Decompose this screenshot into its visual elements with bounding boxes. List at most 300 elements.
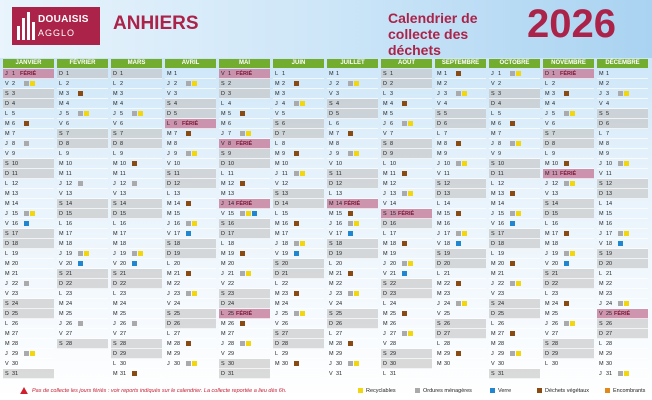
- day-row: [435, 119, 486, 129]
- day-row: [165, 119, 216, 129]
- collection-marker-icon: [186, 231, 191, 236]
- collection-markers: [24, 221, 30, 227]
- day-number: 17: [282, 231, 289, 237]
- day-row: [165, 159, 216, 169]
- day-number: 17: [606, 231, 613, 237]
- day-number: 20: [606, 261, 613, 267]
- day-number: 8: [606, 141, 610, 147]
- day-row: [57, 159, 108, 169]
- weekday-letter: V: [491, 151, 495, 157]
- weekday-letter: L: [545, 151, 549, 157]
- day-number: 2: [228, 81, 232, 87]
- day-row: [111, 139, 162, 149]
- day-row: [489, 89, 540, 99]
- day-number: 30: [12, 361, 19, 367]
- day-row: [111, 239, 162, 249]
- day-row: [273, 279, 324, 289]
- day-row: [543, 129, 594, 139]
- weekday-letter: D: [383, 361, 387, 367]
- weekday-letter: L: [113, 291, 117, 297]
- day-number: 10: [444, 161, 451, 167]
- collection-marker-icon: [456, 91, 461, 96]
- collection-markers: [24, 351, 36, 357]
- weekday-letter: J: [491, 211, 494, 217]
- weekday-letter: V: [221, 141, 225, 147]
- day-row: [57, 149, 108, 159]
- day-row: [435, 219, 486, 229]
- day-row: [489, 189, 540, 199]
- day-row: [111, 309, 162, 319]
- day-number: 19: [120, 251, 127, 257]
- day-row: [543, 109, 594, 119]
- collection-marker-icon: [294, 291, 299, 296]
- day-row: [111, 339, 162, 349]
- day-number: 16: [498, 221, 505, 227]
- legend-swatch-icon: [605, 388, 610, 393]
- day-number: 7: [390, 131, 394, 137]
- collection-markers: [348, 271, 354, 277]
- day-row: [219, 339, 270, 349]
- collection-marker-icon: [294, 241, 299, 246]
- day-number: 25: [12, 311, 19, 317]
- collection-marker-icon: [618, 371, 623, 376]
- weekday-letter: L: [599, 131, 603, 137]
- day-number: 14: [606, 201, 613, 207]
- day-number: 1: [498, 71, 502, 77]
- day-row: [489, 169, 540, 179]
- day-row: [597, 79, 648, 89]
- day-number: 24: [552, 301, 559, 307]
- weekday-letter: S: [545, 341, 549, 347]
- collection-marker-icon: [408, 121, 413, 126]
- day-number: 15: [606, 211, 613, 217]
- day-row: [3, 99, 54, 109]
- day-number: 21: [282, 271, 289, 277]
- collection-marker-icon: [402, 101, 407, 106]
- weekday-letter: D: [437, 261, 441, 267]
- weekday-letter: L: [545, 291, 549, 297]
- weekday-letter: D: [329, 181, 333, 187]
- day-row: [597, 229, 648, 239]
- collection-marker-icon: [456, 161, 461, 166]
- weekday-letter: D: [545, 281, 549, 287]
- day-number: 2: [282, 81, 286, 87]
- day-number: 19: [174, 251, 181, 257]
- collection-marker-icon: [570, 181, 575, 186]
- day-row: [597, 89, 648, 99]
- collection-marker-icon: [510, 261, 515, 266]
- collection-marker-icon: [462, 301, 467, 306]
- weekday-letter: S: [113, 201, 117, 207]
- day-number: 19: [498, 251, 505, 257]
- collection-marker-icon: [252, 211, 257, 216]
- day-row: [327, 349, 378, 359]
- day-number: 28: [336, 341, 343, 347]
- day-row: [435, 99, 486, 109]
- day-number: 6: [228, 121, 232, 127]
- day-row: [219, 109, 270, 119]
- month-column: [111, 59, 162, 379]
- day-row: [489, 179, 540, 189]
- day-number: 29: [606, 351, 613, 357]
- weekday-letter: M: [59, 241, 64, 247]
- weekday-letter: D: [491, 171, 495, 177]
- weekday-letter: V: [545, 331, 549, 337]
- collection-markers: [564, 91, 570, 97]
- collection-marker-icon: [564, 91, 569, 96]
- weekday-letter: J: [329, 81, 332, 87]
- day-number: 9: [228, 151, 232, 157]
- weekday-letter: M: [329, 71, 334, 77]
- day-number: 22: [498, 281, 505, 287]
- collection-marker-icon: [510, 211, 515, 216]
- day-row: [219, 179, 270, 189]
- collection-marker-icon: [240, 321, 245, 326]
- day-number: 3: [444, 91, 448, 97]
- day-number: 3: [120, 91, 124, 97]
- collection-markers: [564, 181, 576, 187]
- weekday-letter: D: [599, 121, 603, 127]
- legend-label: Encombrants: [613, 388, 646, 394]
- day-number: 2: [66, 81, 70, 87]
- day-number: 24: [120, 301, 127, 307]
- day-number: 25: [120, 311, 127, 317]
- day-row: [57, 209, 108, 219]
- day-row: [273, 289, 324, 299]
- day-row: [489, 239, 540, 249]
- day-row: [381, 299, 432, 309]
- weekday-letter: V: [275, 321, 279, 327]
- collection-marker-icon: [516, 71, 521, 76]
- weekday-letter: M: [491, 191, 496, 197]
- weekday-letter: M: [5, 271, 10, 277]
- collection-markers: [294, 151, 300, 157]
- day-row: [381, 339, 432, 349]
- day-number: 18: [66, 241, 73, 247]
- collection-markers: [348, 151, 360, 157]
- day-number: 16: [282, 221, 289, 227]
- day-row: [597, 259, 648, 269]
- weekday-letter: L: [275, 211, 279, 217]
- collection-markers: [78, 321, 84, 327]
- day-number: 16: [66, 221, 73, 227]
- holiday-label: FÉRIÉ: [614, 311, 631, 317]
- weekday-letter: S: [167, 101, 171, 107]
- collection-marker-icon: [570, 251, 575, 256]
- day-number: 21: [66, 271, 73, 277]
- weekday-letter: V: [113, 331, 117, 337]
- collection-marker-icon: [408, 191, 413, 196]
- collection-markers: [402, 311, 408, 317]
- day-number: 13: [390, 191, 397, 197]
- month-column: [57, 59, 108, 349]
- day-number: 11: [606, 171, 612, 177]
- weekday-letter: D: [167, 111, 171, 117]
- day-row: [165, 129, 216, 139]
- day-row: [57, 79, 108, 89]
- collection-markers: [618, 91, 630, 97]
- weekday-letter: M: [221, 111, 226, 117]
- weekday-letter: L: [437, 271, 441, 277]
- weekday-letter: J: [167, 291, 170, 297]
- collection-marker-icon: [348, 291, 353, 296]
- day-number: 25: [444, 311, 451, 317]
- day-row: [273, 169, 324, 179]
- weekday-letter: L: [437, 131, 441, 137]
- day-row: [3, 279, 54, 289]
- day-row: [273, 209, 324, 219]
- legend-label: Recyclables: [366, 388, 396, 394]
- weekday-letter: S: [113, 271, 117, 277]
- day-row: [273, 259, 324, 269]
- day-number: 22: [444, 281, 451, 287]
- day-number: 19: [390, 251, 397, 257]
- day-row: [543, 239, 594, 249]
- day-row: [327, 259, 378, 269]
- collection-marker-icon: [618, 301, 623, 306]
- day-row: [57, 269, 108, 279]
- day-row: [3, 199, 54, 209]
- weekday-letter: L: [545, 361, 549, 367]
- calendar-title: Calendrier de collecte des déchets: [388, 10, 478, 58]
- collection-marker-icon: [186, 201, 191, 206]
- day-row: [111, 229, 162, 239]
- weekday-letter: M: [167, 71, 172, 77]
- legend-label: Ordures ménagères: [423, 388, 472, 394]
- weekday-letter: S: [221, 221, 225, 227]
- day-row: [111, 169, 162, 179]
- collection-markers: [24, 121, 30, 127]
- day-number: 5: [120, 111, 124, 117]
- weekday-letter: M: [167, 341, 172, 347]
- day-number: 1: [228, 71, 232, 77]
- weekday-letter: V: [491, 361, 495, 367]
- day-row: [111, 119, 162, 129]
- weekday-letter: V: [5, 291, 9, 297]
- collection-marker-icon: [132, 371, 137, 376]
- collection-markers: [348, 131, 354, 137]
- day-row: [111, 109, 162, 119]
- weekday-letter: J: [437, 231, 440, 237]
- day-number: 10: [66, 161, 73, 167]
- weekday-letter: D: [113, 281, 117, 287]
- day-number: 14: [282, 201, 289, 207]
- collection-marker-icon: [456, 211, 461, 216]
- weekday-letter: J: [113, 251, 116, 257]
- collection-markers: [186, 221, 198, 227]
- collection-marker-icon: [402, 261, 407, 266]
- weekday-letter: S: [5, 91, 9, 97]
- day-row: [489, 99, 540, 109]
- day-row: [165, 319, 216, 329]
- day-number: 21: [498, 271, 505, 277]
- weekday-letter: J: [437, 161, 440, 167]
- day-row: [273, 239, 324, 249]
- day-row: [57, 89, 108, 99]
- day-row: [219, 349, 270, 359]
- weekday-letter: L: [221, 101, 225, 107]
- day-row: [489, 129, 540, 139]
- weekday-letter: V: [113, 191, 117, 197]
- collection-markers: [294, 241, 306, 247]
- day-row: [597, 199, 648, 209]
- weekday-letter: V: [437, 311, 441, 317]
- weekday-letter: M: [599, 81, 604, 87]
- day-row: [327, 279, 378, 289]
- month-column: [219, 59, 270, 379]
- weekday-letter: M: [545, 301, 550, 307]
- day-number: 5: [282, 111, 286, 117]
- day-number: 24: [282, 301, 289, 307]
- day-number: 6: [282, 121, 286, 127]
- collection-marker-icon: [456, 301, 461, 306]
- day-row: [165, 219, 216, 229]
- collection-marker-icon: [402, 191, 407, 196]
- day-row: [597, 289, 648, 299]
- day-row: [543, 359, 594, 369]
- weekday-letter: D: [221, 231, 225, 237]
- day-row: [273, 79, 324, 89]
- day-number: 5: [336, 111, 340, 117]
- day-row: [111, 269, 162, 279]
- collection-marker-icon: [564, 181, 569, 186]
- day-number: 2: [606, 81, 610, 87]
- day-number: 14: [390, 201, 397, 207]
- day-row: [381, 129, 432, 139]
- day-row: [3, 259, 54, 269]
- collection-markers: [348, 81, 360, 87]
- weekday-letter: J: [167, 361, 170, 367]
- weekday-letter: M: [167, 201, 172, 207]
- weekday-letter: M: [437, 81, 442, 87]
- day-row: [489, 249, 540, 259]
- day-row: [57, 99, 108, 109]
- weekday-letter: L: [491, 251, 495, 257]
- day-row: [381, 219, 432, 229]
- weekday-letter: V: [329, 231, 333, 237]
- day-number: 4: [12, 101, 16, 107]
- day-number: 9: [444, 151, 448, 157]
- day-number: 11: [552, 171, 558, 177]
- weekday-letter: S: [59, 201, 63, 207]
- collection-marker-icon: [348, 81, 353, 86]
- weekday-letter: L: [5, 251, 9, 257]
- weekday-letter: J: [221, 271, 224, 277]
- day-row: [165, 359, 216, 369]
- day-number: 23: [66, 291, 73, 297]
- day-row: [543, 199, 594, 209]
- collection-marker-icon: [354, 81, 359, 86]
- day-number: 11: [228, 171, 234, 177]
- collection-markers: [402, 271, 408, 277]
- collection-markers: [132, 181, 138, 187]
- day-number: 10: [390, 161, 397, 167]
- weekday-letter: M: [5, 121, 10, 127]
- collection-marker-icon: [510, 141, 515, 146]
- day-number: 11: [12, 171, 18, 177]
- day-number: 1: [552, 71, 556, 77]
- month-header: AVRIL: [165, 59, 216, 68]
- collection-marker-icon: [564, 111, 569, 116]
- day-number: 10: [336, 161, 343, 167]
- day-number: 28: [120, 341, 127, 347]
- day-row: [3, 79, 54, 89]
- day-row: [273, 119, 324, 129]
- day-row: [327, 179, 378, 189]
- weekday-letter: J: [59, 181, 62, 187]
- day-number: 8: [336, 141, 340, 147]
- day-number: 7: [336, 131, 340, 137]
- collection-marker-icon: [564, 261, 569, 266]
- weekday-letter: M: [113, 101, 118, 107]
- day-row: [3, 249, 54, 259]
- weekday-letter: D: [221, 91, 225, 97]
- day-number: 14: [228, 201, 235, 207]
- day-number: 8: [228, 141, 232, 147]
- day-row: [57, 199, 108, 209]
- weekday-letter: L: [5, 181, 9, 187]
- collection-marker-icon: [294, 151, 299, 156]
- weekday-letter: L: [275, 71, 279, 77]
- weekday-letter: M: [221, 121, 226, 127]
- day-row: [165, 79, 216, 89]
- day-number: 2: [174, 81, 178, 87]
- weekday-letter: M: [5, 131, 10, 137]
- day-number: 11: [336, 171, 342, 177]
- day-number: 10: [228, 161, 235, 167]
- day-number: 6: [174, 121, 178, 127]
- weekday-letter: M: [5, 261, 10, 267]
- weekday-letter: J: [5, 211, 8, 217]
- day-row: [3, 339, 54, 349]
- day-row: [489, 319, 540, 329]
- day-number: 24: [444, 301, 451, 307]
- day-number: 8: [120, 141, 124, 147]
- weekday-letter: D: [5, 311, 9, 317]
- day-row: [273, 149, 324, 159]
- day-number: 23: [174, 291, 181, 297]
- weekday-letter: V: [599, 311, 603, 317]
- holiday-label: FÉRIÉ: [236, 71, 253, 77]
- collection-markers: [186, 231, 192, 237]
- weekday-letter: L: [167, 331, 171, 337]
- weekday-letter: S: [545, 201, 549, 207]
- day-number: 4: [120, 101, 124, 107]
- day-number: 24: [498, 301, 505, 307]
- collection-markers: [402, 261, 414, 267]
- weekday-letter: V: [545, 191, 549, 197]
- day-row: [435, 229, 486, 239]
- day-number: 20: [444, 261, 451, 267]
- day-row: [381, 169, 432, 179]
- day-number: 7: [444, 131, 448, 137]
- collection-markers: [456, 241, 462, 247]
- day-number: 9: [498, 151, 502, 157]
- weekday-letter: M: [113, 91, 118, 97]
- day-row: [3, 109, 54, 119]
- day-number: 5: [606, 111, 610, 117]
- day-number: 9: [174, 151, 178, 157]
- weekday-letter: M: [59, 311, 64, 317]
- collection-marker-icon: [132, 321, 137, 326]
- day-number: 15: [174, 211, 181, 217]
- day-row: [111, 369, 162, 379]
- day-number: 31: [390, 371, 397, 377]
- month-column: [3, 59, 54, 379]
- day-row: [219, 269, 270, 279]
- day-number: 10: [552, 161, 559, 167]
- collection-marker-icon: [300, 241, 305, 246]
